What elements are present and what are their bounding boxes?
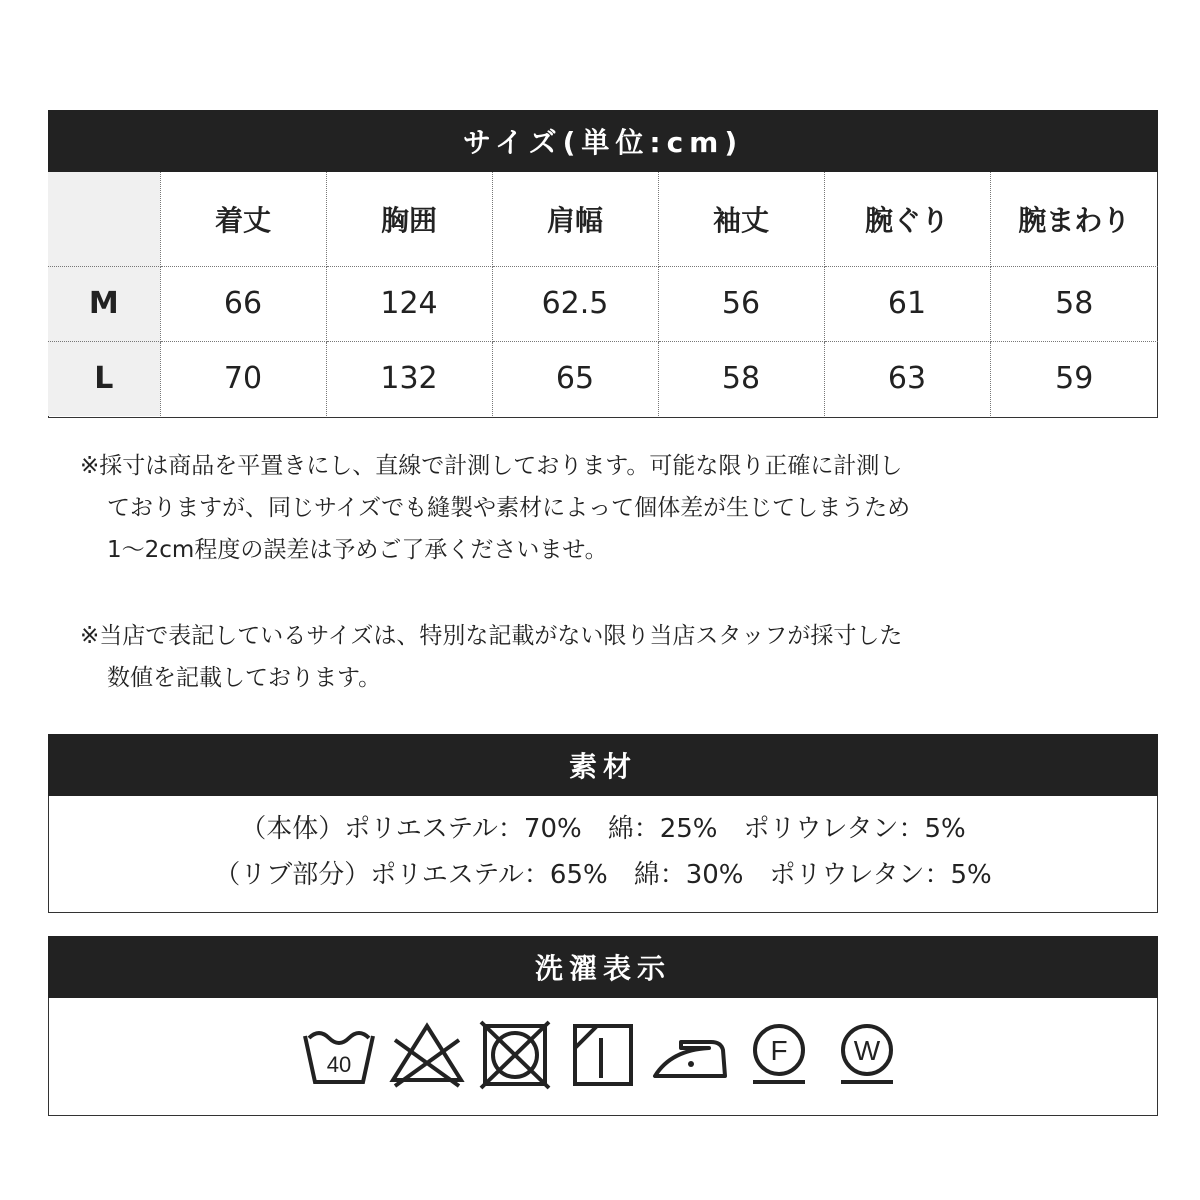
note-line: 1～2cm程度の誤差は予めご了承くださいませ。 <box>107 537 608 563</box>
wash-temp-label: 40 <box>326 1052 352 1077</box>
material-section-title: 素材 <box>568 750 637 783</box>
size-section-title: サイズ(単位:cm) <box>462 126 744 159</box>
size-table-header-row <box>48 172 1158 266</box>
table-cell: 124 <box>326 266 492 341</box>
table-cell: 63 <box>824 341 990 416</box>
care-box <box>48 998 1158 1116</box>
size-label: L <box>48 341 160 416</box>
material-section-header <box>48 734 1158 796</box>
note-line: ておりますが、同じサイズでも縫製や素材によって個体差が生じてしまうため <box>107 495 911 521</box>
table-cell: 58 <box>658 341 824 416</box>
wet-clean-w-icon <box>823 1020 911 1090</box>
column-header: 腕ぐり <box>824 172 990 266</box>
table-cell: 132 <box>326 341 492 416</box>
material-line-rib: （リブ部分）ポリエステル：65% 綿：30% ポリウレタン：5% <box>214 860 992 890</box>
iron-low-icon <box>647 1020 735 1090</box>
dry-clean-label: F <box>770 1035 788 1066</box>
size-table <box>48 172 1158 416</box>
line-dry-icon <box>559 1020 647 1090</box>
table-cell: 65 <box>492 341 658 416</box>
care-icons <box>49 1020 1157 1090</box>
note-line: ※採寸は商品を平置きにし、直線で計測しております。可能な限り正確に計測し <box>80 453 903 479</box>
table-row <box>48 341 1158 416</box>
table-cell: 59 <box>990 341 1158 416</box>
table-cell: 61 <box>824 266 990 341</box>
note-line: ※当店で表記しているサイズは、特別な記載がない限り当店スタッフが採寸した <box>80 623 903 649</box>
table-cell: 70 <box>160 341 326 416</box>
care-section-title: 洗濯表示 <box>534 952 671 985</box>
column-header: 胸囲 <box>326 172 492 266</box>
table-corner-cell <box>48 172 160 266</box>
no-bleach-icon <box>383 1020 471 1090</box>
no-tumble-dry-icon <box>471 1020 559 1090</box>
measurement-note <box>80 445 1060 571</box>
table-row <box>48 266 1158 341</box>
column-header: 着丈 <box>160 172 326 266</box>
size-notation-note <box>80 615 1060 699</box>
table-cell: 56 <box>658 266 824 341</box>
table-cell: 62.5 <box>492 266 658 341</box>
table-cell: 66 <box>160 266 326 341</box>
note-line: 数値を記載しております。 <box>107 665 382 691</box>
column-header: 腕まわり <box>990 172 1158 266</box>
material-line-body: （本体）ポリエステル：70% 綿：25% ポリウレタン：5% <box>240 814 966 844</box>
size-section-header <box>48 110 1158 172</box>
wash-40-icon <box>295 1020 383 1090</box>
wet-clean-label: W <box>853 1035 881 1066</box>
dry-clean-f-icon <box>735 1020 823 1090</box>
column-header: 肩幅 <box>492 172 658 266</box>
material-box <box>48 796 1158 913</box>
table-cell: 58 <box>990 266 1158 341</box>
care-section-header <box>48 936 1158 998</box>
column-header: 袖丈 <box>658 172 824 266</box>
size-label: M <box>48 266 160 341</box>
